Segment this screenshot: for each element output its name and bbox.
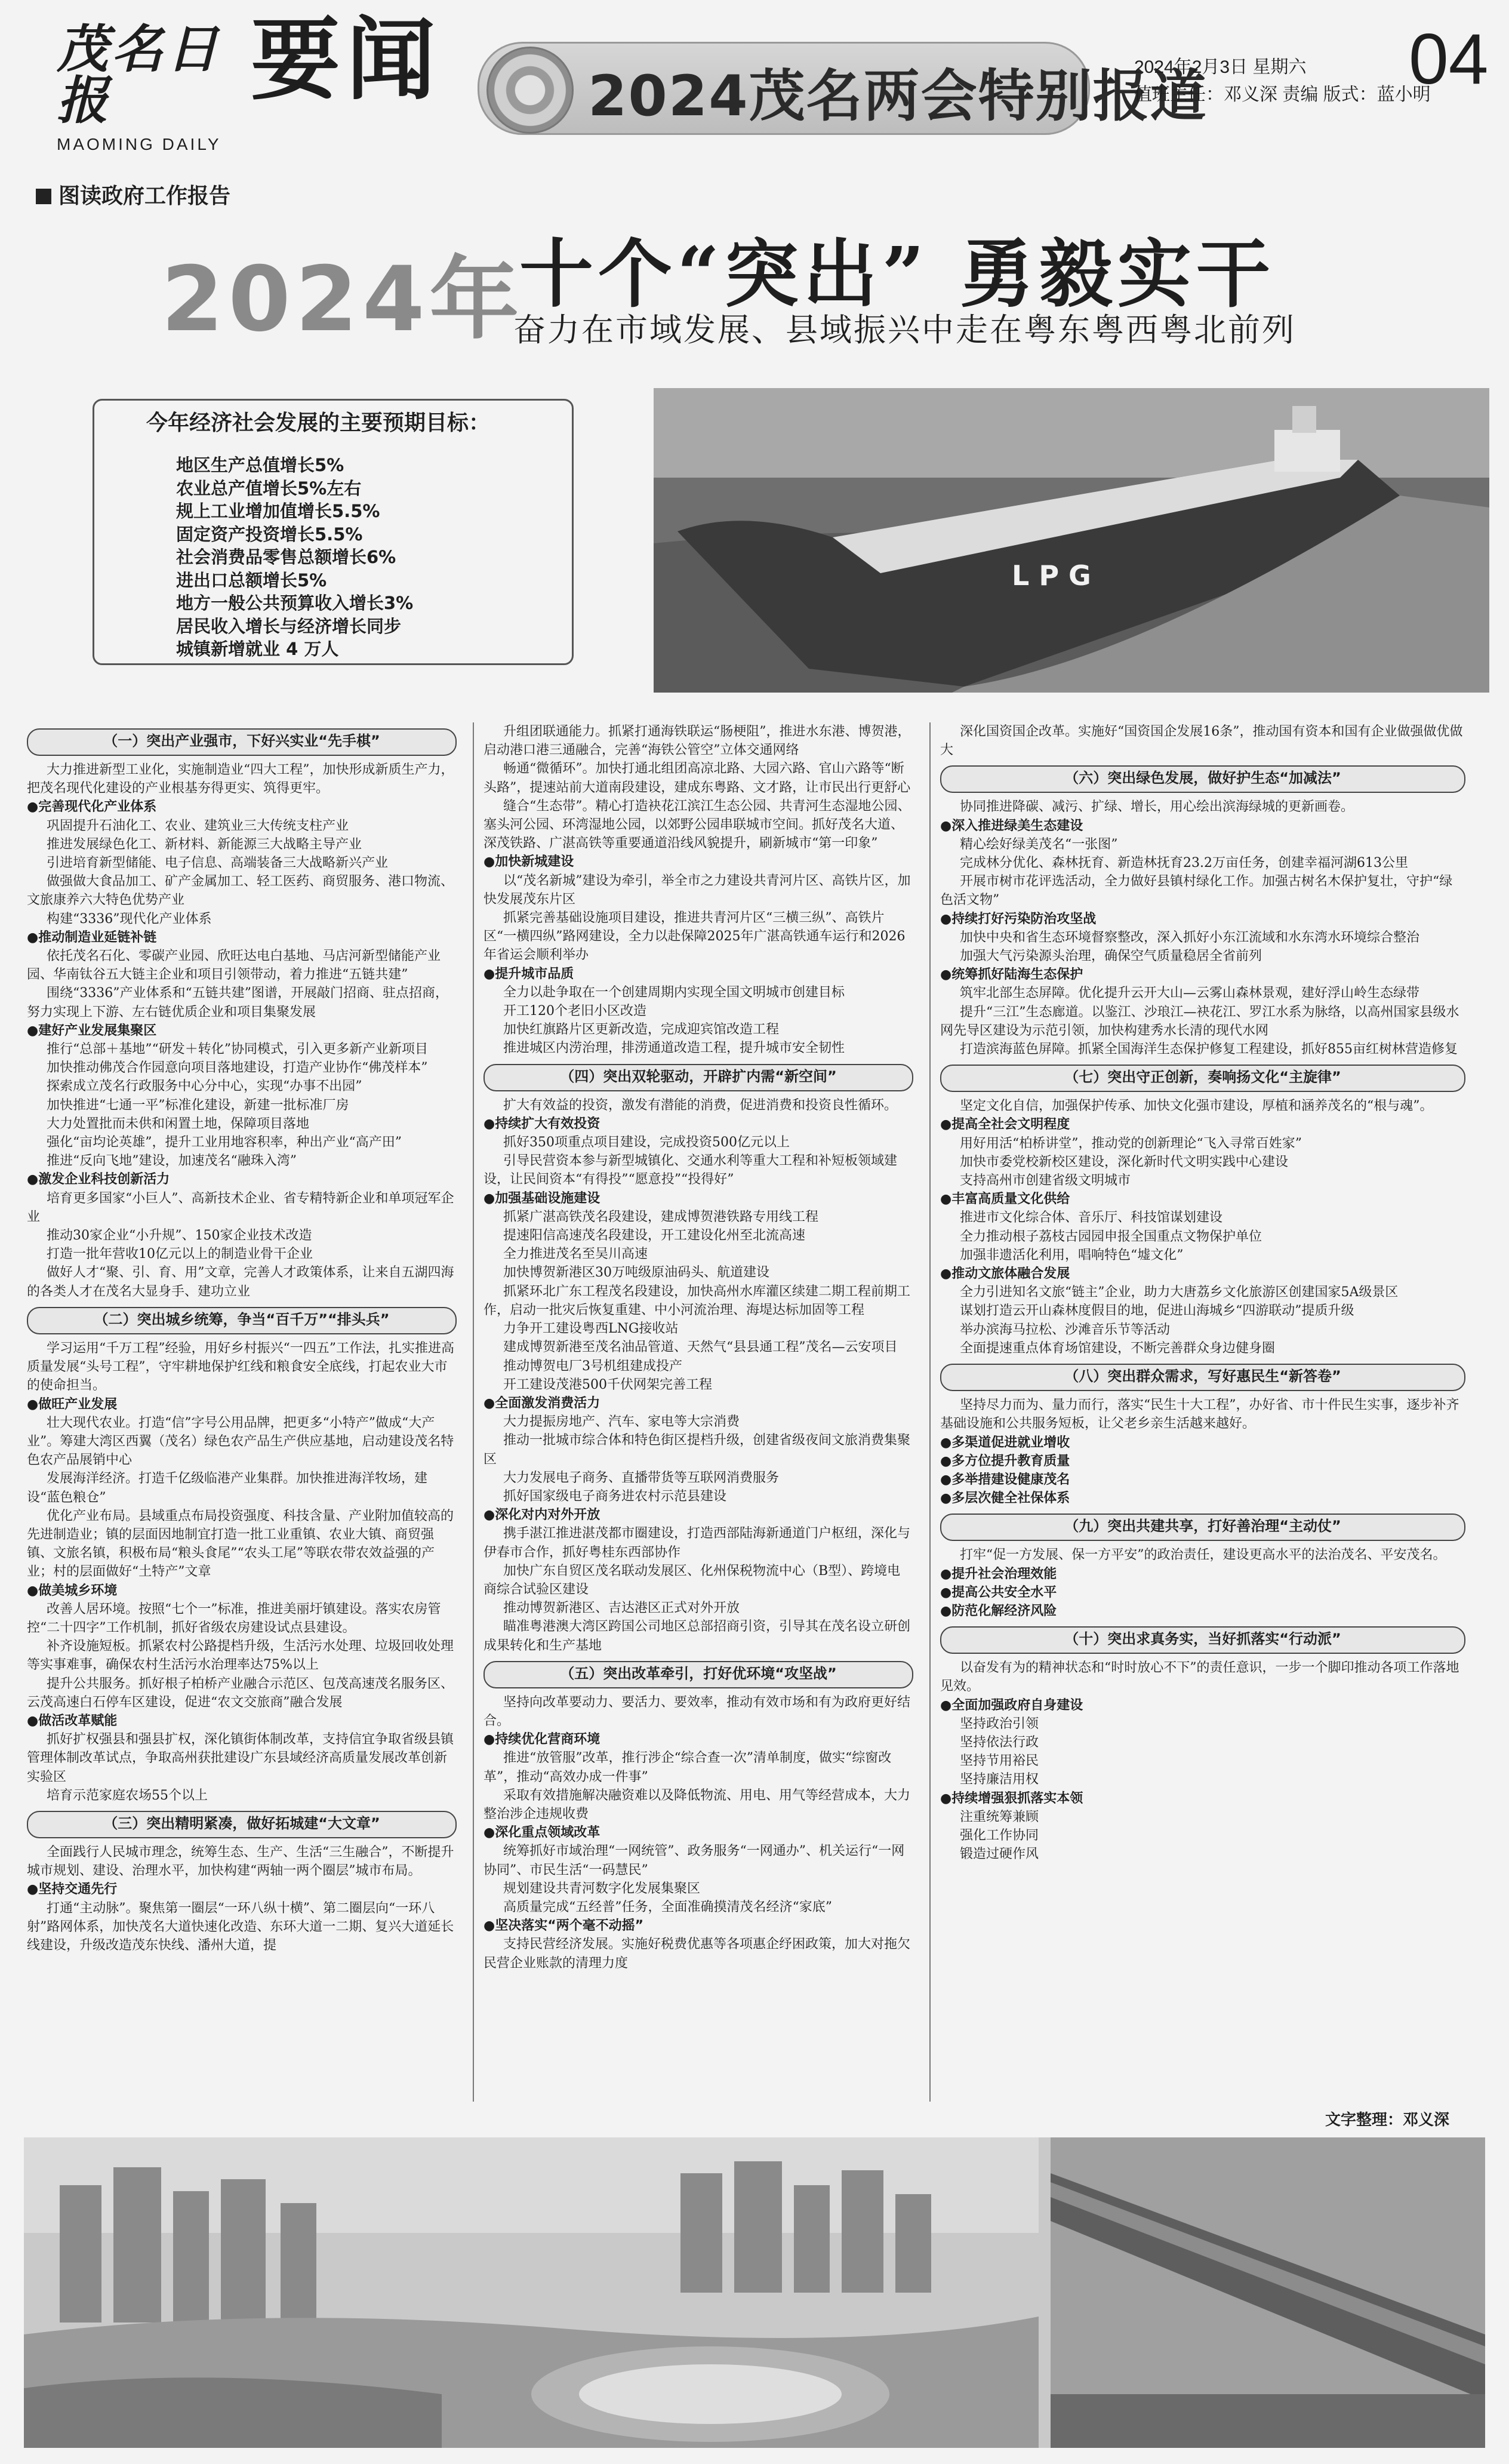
body-paragraph: 采取有效措施解决融资难以及降低物流、用电、用气等经营成本，大力整治涉企违规收费: [484, 1788, 911, 1822]
section-title: 要闻: [251, 7, 442, 112]
body-paragraph: 坚持依法行政: [960, 1734, 1039, 1750]
subsection-heading: ●持续扩大有效投资: [484, 1116, 600, 1131]
body-paragraph: 坚持尽力而为、量力而行，落实“民生十大工程”，办好省、市十件民生实事，逐步补齐基础设施和公共服务短板，让父老乡亲生活越来越好。: [940, 1398, 1459, 1432]
body-paragraph: 推进“放管服”改革，推行涉企“综合查一次”清单制度，做实“综窗改革”，推动“高效办成一件事”: [484, 1751, 892, 1785]
article-column-1: [27, 722, 457, 1955]
subsection-heading: ●加强基础设施建设: [484, 1191, 600, 1206]
body-paragraph: 谋划打造云开山森林度假目的地，促进山海城乡“四游联动”提质升级: [960, 1303, 1354, 1319]
body-paragraph: 加快广东自贸区茂名联动发展区、化州保税物流中心（B型）、跨境电商综合试验区建设: [484, 1563, 901, 1597]
body-paragraph: 培育更多国家“小巨人”、高新技术企业、省专精特新企业和单项冠军企业: [27, 1191, 454, 1225]
targets-list: [176, 454, 413, 661]
body-paragraph: 围绕“3336”产业体系和“五链共建”图谱，开展敲门招商、驻点招商，努力实现上下游、左右链优质企业和项目集聚发展: [27, 986, 448, 1020]
column-rule: [929, 722, 931, 2102]
subsection-heading: ●统筹抓好陆海生态保护: [940, 967, 1083, 983]
subsection-heading: ●推动文旅体融合发展: [940, 1266, 1070, 1282]
subsection-heading: ●坚持交通先行: [27, 1882, 118, 1897]
body-paragraph: 加快红旗路片区更新改造，完成迎宾馆改造工程: [503, 1022, 780, 1038]
section-heading: （十）突出求真务实，当好抓落实“行动派”: [940, 1626, 1465, 1654]
subsection-heading: ●做活改革赋能: [27, 1713, 118, 1728]
column-rule: [473, 722, 474, 2102]
body-paragraph: 强化工作协同: [960, 1828, 1039, 1843]
body-paragraph: 大力提振房地产、汽车、家电等大宗消费: [503, 1414, 740, 1430]
body-paragraph: 瞄准粤港澳大湾区跨国公司地区总部招商引资，引导其在茂名设立研创成果转化和生产基地: [484, 1619, 911, 1653]
subsection-heading: ●完善现代化产业体系: [27, 799, 157, 815]
body-paragraph: 推进市文化综合体、音乐厅、科技馆谋划建设: [960, 1210, 1223, 1226]
kicker-text: 图读政府工作报告: [58, 184, 231, 208]
article-column-3: [940, 722, 1465, 1863]
body-paragraph: 大力推进新型工业化，实施制造业“四大工程”，加快形成新质生产力，把茂名现代化建设的产业根基夯得更实、筑得更牢。: [27, 762, 454, 796]
body-paragraph: 构建“3336”现代化产业体系: [47, 911, 212, 927]
subsection-heading: ●做美城乡环境: [27, 1583, 118, 1598]
target-item: 社会消费品零售总额增长6%: [176, 547, 396, 567]
body-paragraph: 规划建设共青河数字化发展集聚区: [503, 1881, 701, 1896]
body-paragraph: 全面践行人民城市理念，统筹生态、生产、生活“三生融合”，不断提升城市规划、建设、治理水平，加快构建“两轴一两个圈层”城市布局。: [27, 1844, 454, 1879]
headline-year: 2024年: [161, 248, 524, 352]
body-paragraph: 打造滨海蓝色屏障。抓紧全国海洋生态保护修复工程建设，抓好855亩红树林营造修复: [960, 1042, 1458, 1057]
subsection-heading: ●深入推进绿美生态建设: [940, 818, 1083, 833]
target-item: 地方一般公共预算收入增长3%: [176, 593, 414, 613]
body-paragraph: 加快市委党校新校区建设，深化新时代文明实践中心建设: [960, 1154, 1289, 1170]
body-paragraph: 发展海洋经济。打造千亿级临港产业集群。加快推进海洋牧场，建设“蓝色粮仓”: [27, 1471, 428, 1505]
body-paragraph: 抓紧环北广东工程茂名段建设，加快高州水库灌区续建二期工程前期工作，启动一批灾后恢复重建、中小河流治理、海堤达标加固等工程: [484, 1284, 911, 1318]
subsection-heading: ●深化重点领域改革: [484, 1825, 600, 1841]
ship-hull-text: L P G: [1012, 559, 1091, 592]
issue-date: 2024年2月3日 星期六: [1134, 57, 1307, 77]
body-paragraph: 加快博贺新港区30万吨级原油码头、航道建设: [503, 1265, 769, 1281]
targets-title: 今年经济社会发展的主要预期目标：: [140, 406, 496, 436]
subsection-heading: ●提升城市品质: [484, 966, 574, 982]
body-paragraph: 加快中央和省生态环境督察整改，深入抓好小东江流域和水东湾水环境综合整治: [960, 930, 1420, 945]
subsection-heading: ●提升社会治理效能: [940, 1566, 1057, 1582]
target-item: 固定资产投资增长5.5%: [176, 524, 363, 545]
body-paragraph: 提升公共服务。抓好根子柏桥产业融合示范区、包茂高速茂名服务区、云茂高速白石停车区建设，促进“农文交旅商”融合发展: [27, 1676, 454, 1710]
body-paragraph: 培育示范家庭农场55个以上: [47, 1788, 208, 1803]
body-paragraph: 加快推动佛茂合作园意向项目落地建设，打造产业协作“佛茂样本”: [47, 1060, 428, 1076]
body-paragraph: 畅通“微循环”。加快打通北组团高凉北路、大园六路、官山六路等“断头路”，提速站前大道南段建设，建成东粤路、文才路，让市民出行更舒心: [484, 761, 911, 795]
body-paragraph: 全力引进知名文旅“链主”企业，助力大唐荔乡文化旅游区创建国家5A级景区: [960, 1285, 1399, 1300]
body-paragraph: 优化产业布局。县域重点布局投资强度、科技含量、产业附加值较高的先进制造业；镇的层面因地制宜打造一批工业重镇、农业大镇、商贸强镇、文旅名镇，积极布局“粮头食尾”“农头工尾”等联农带农效益强的产业；村的层面做好“土特产”文章: [27, 1508, 454, 1580]
body-paragraph: 力争开工建设粤西LNG接收站: [503, 1321, 679, 1337]
body-paragraph: 大力发展电子商务、直播带货等互联网消费服务: [503, 1470, 780, 1485]
subsection-heading: ●深化对内对外开放: [484, 1508, 600, 1523]
body-paragraph: 抓好扩权强县和强县扩权，深化镇街体制改革，支持信宜争取省级县镇管理体制改革试点，争取高州获批建设广东县域经济高质量发展改革创新实验区: [27, 1732, 454, 1785]
subsection-heading: ●防范化解经济风险: [940, 1603, 1057, 1619]
text-credit: 文字整理：邓义深: [1325, 2111, 1450, 2129]
body-paragraph: 推动30家企业“小升规”、150家企业技术改造: [47, 1228, 312, 1244]
body-paragraph: 开展市树市花评选活动，全力做好县镇村绿化工作。加强古树名木保护复壮，守护“绿色活文物”: [940, 874, 1453, 908]
subsection-heading: ●全面加强政府自身建设: [940, 1697, 1083, 1713]
subsection-heading: ●多方位提升教育质量: [940, 1453, 1070, 1469]
target-item: 规上工业增加值增长5.5%: [176, 501, 380, 521]
body-paragraph: 引进培育新型储能、电子信息、高端装备三大战略新兴产业: [47, 856, 389, 871]
body-paragraph: 携手湛江推进湛茂都市圈建设，打造西部陆海新通道门户枢纽，深化与伊春市合作，抓好粤桂东西部协作: [484, 1526, 911, 1560]
subsection-heading: ●多层次健全社保体系: [940, 1491, 1070, 1506]
target-item: 城镇新增就业 4 万人: [176, 639, 339, 659]
body-paragraph: 推进城区内涝治理，排涝通道改造工程，提升城市安全韧性: [503, 1041, 845, 1056]
article-column-2: [484, 722, 913, 1973]
body-paragraph: 依托茂名石化、零碳产业园、欣旺达电白基地、马店河新型储能产业园、华南钛谷五大链主企业和项目引领带动，着力推进“五链共建”: [27, 949, 441, 983]
subsection-heading: ●做旺产业发展: [27, 1396, 118, 1412]
headline: 十个“突出” 勇毅实干: [519, 231, 1275, 318]
body-paragraph: 壮大现代农业。打造“信”字号公用品牌，把更多“小特产”做成“大产业”。筹建大湾区西翼（茂名）绿色农产品生产供应基地，启动建设茂名特色农产品展销中心: [27, 1415, 454, 1468]
body-paragraph: 抓好国家级电子商务进农村示范县建设: [503, 1488, 727, 1504]
editor-credits: 值班主任：邓义深 责编 版式：蓝小明: [1134, 85, 1431, 104]
body-paragraph: 打造一批年营收10亿元以上的制造业骨干企业: [47, 1247, 313, 1262]
body-paragraph: 推进发展绿色化工、新材料、新能源三大战略主导产业: [47, 836, 362, 852]
subsection-heading: ●建好产业发展集聚区: [27, 1023, 157, 1038]
body-paragraph: 支持民营经济发展。实施好税费优惠等各项惠企纾困政策，加大对拖欠民营企业账款的清理力度: [484, 1937, 911, 1971]
body-paragraph: 探索成立茂名行政服务中心分中心，实现“办事不出园”: [47, 1079, 362, 1094]
subheadline: 奋力在市域发展、县域振兴中走在粤东粤西粤北前列: [513, 311, 1296, 349]
body-paragraph: 全面提速重点体育场馆建设，不断完善群众身边健身圈: [960, 1340, 1276, 1356]
body-paragraph: 举办滨海马拉松、沙滩音乐节等活动: [960, 1322, 1171, 1337]
city-construction-photo: [24, 2137, 1485, 2448]
body-paragraph: 锻造过硬作风: [960, 1847, 1039, 1862]
body-paragraph: 建成博贺新港至茂名油品管道、天然气“县县通工程”茂名—云安项目: [503, 1340, 898, 1355]
section-heading: （九）突出共建共享，打好善治理“主动仗”: [940, 1514, 1465, 1541]
section-heading: （二）突出城乡统筹，争当“百千万”“排头兵”: [27, 1307, 457, 1334]
body-paragraph: 提速阳信高速茂名段建设，开工建设化州至北流高速: [503, 1228, 806, 1244]
body-paragraph: 筑牢北部生态屏障。优化提升云开大山—云雾山森林景观，建好浮山岭生态绿带: [960, 986, 1420, 1001]
body-paragraph: 学习运用“千万工程”经验，用好乡村振兴“一四五”工作法，扎实推进高质量发展“头号工程”，守牢耕地保护红线和粮食安全底线，打起农业大市的使命担当。: [27, 1340, 454, 1394]
national-emblem-icon: [486, 47, 574, 134]
subsection-heading: ●激发企业科技创新活力: [27, 1172, 170, 1188]
body-paragraph: 注重统筹兼顾: [960, 1809, 1039, 1825]
target-item: 进出口总额增长5%: [176, 570, 327, 590]
body-paragraph: 做强做大食品加工、矿产金属加工、轻工医药、商贸服务、港口物流、文旅康养六大特色优势产业: [27, 874, 454, 908]
body-paragraph: 以奋发有为的精神状态和“时时放心不下”的责任意识，一步一个脚印推动各项工作落地见效。: [940, 1660, 1459, 1694]
body-paragraph: 加快推进“七通一平”标准化建设，新建一批标准厂房: [47, 1097, 349, 1113]
body-paragraph: 缝合“生态带”。精心打造袂花江滨江生态公园、共青河生态湿地公园、塞头河公园、环湾湿地公园，以郊野公园串联城市空间。抓好茂名大道、深茂铁路、广湛高铁等重要通道沿线风貌提升，刷新城市“第一印象”: [484, 798, 911, 851]
target-item: 农业总产值增长5%左右: [176, 478, 362, 499]
subsection-heading: ●提高公共安全水平: [940, 1585, 1057, 1600]
body-paragraph: 抓紧完善基础设施项目建设，推进共青河片区“三横三纵”、高铁片区“一横四纵”路网建设，全力以赴保障2025年广湛高铁通车运行和2026年省运会顺利举办: [484, 910, 906, 963]
newspaper-logo: [57, 19, 236, 153]
body-paragraph: 强化“亩均论英雄”，提升工业用地容积率，种出产业“高产田”: [47, 1135, 402, 1151]
body-paragraph: 高质量完成“五经普”任务，全面准确摸清茂名经济“家底”: [503, 1899, 832, 1915]
body-paragraph: 全力推动根子荔枝古园园申报全国重点文物保护单位: [960, 1229, 1262, 1244]
body-paragraph: 打牢“促一方发展、保一方平安”的政治责任，建设更高水平的法治茂名、平安茂名。: [960, 1548, 1446, 1563]
target-item: 地区生产总值增长5%: [176, 455, 344, 475]
body-paragraph: 推动博贺新港区、吉达港区正式对外开放: [503, 1601, 740, 1616]
body-paragraph: 开工120个老旧小区改造: [503, 1004, 646, 1019]
body-paragraph: 提升“三江”生态廊道。以鉴江、沙琅江—袂花江、罗江水系为脉络，以高州国家县级水网先导区建设为示范引领，加快构建秀水长清的现代水网: [940, 1004, 1459, 1038]
body-paragraph: 坚持向改革要动力、要活力、要效率，推动有效市场和有为政府更好结合。: [484, 1694, 911, 1728]
kicker: [36, 179, 230, 210]
body-paragraph: 巩固提升石油化工、农业、建筑业三大传统支柱产业: [47, 818, 349, 833]
subsection-heading: ●提高全社会文明程度: [940, 1117, 1070, 1133]
body-paragraph: 以“茂名新城”建设为牵引，举全市之力建设共青河片区、高铁片区，加快发展茂东片区: [484, 873, 911, 907]
section-heading: （八）突出群众需求，写好惠民生“新答卷”: [940, 1364, 1465, 1391]
section-heading: （六）突出绿色发展，做好护生态“加减法”: [940, 765, 1465, 793]
body-paragraph: 抓紧广湛高铁茂名段建设，建成博贺港铁路专用线工程: [503, 1209, 819, 1225]
subsection-heading: ●坚决落实“两个毫不动摇”: [484, 1918, 644, 1934]
logo-english: MAOMING DAILY: [57, 135, 221, 153]
body-paragraph: 加强大气污染源头治理，确保空气质量稳居全省前列: [960, 949, 1262, 964]
body-paragraph: 做好人才“聚、引、育、用”文章，完善人才政策体系，让来自五湖四海的各类人才在茂名大显身手、建功立业: [27, 1265, 454, 1299]
body-paragraph: 坚持廉洁用权: [960, 1772, 1039, 1788]
body-paragraph: 扩大有效益的投资，激发有潜能的消费，促进消费和投资良性循环。: [503, 1097, 898, 1113]
body-paragraph: 全力以赴争取在一个创建周期内实现全国文明城市创建目标: [503, 985, 845, 1000]
subsection-heading: ●持续增强狠抓落实本领: [940, 1791, 1083, 1806]
section-heading: （三）突出精明紧凑，做好拓城建“大文章”: [27, 1811, 457, 1838]
body-paragraph: 改善人居环境。按照“七个一”标准，推进美丽圩镇建设。落实农房管控“二十四字”工作机制，抓好省级农房建设试点县建设。: [27, 1601, 441, 1635]
body-paragraph: 全力推进茂名至吴川高速: [503, 1247, 648, 1262]
ship-illustration: [654, 388, 1489, 693]
subsection-heading: ●持续打好污染防治攻坚战: [940, 911, 1097, 927]
body-paragraph: 大力处置批而未供和闲置土地，保障项目落地: [47, 1116, 310, 1131]
body-paragraph: 开工建设茂港500千伏网架完善工程: [503, 1377, 712, 1392]
body-paragraph: 推行“总部＋基地”“研发＋转化”协同模式，引入更多新产业新项目: [47, 1042, 428, 1057]
lpg-ship-photo: [654, 388, 1489, 693]
body-paragraph: 统筹抓好市域治理“一网统管”、政务服务“一网通办”、机关运行“一网协同”、市民生活“一码慧民”: [484, 1844, 905, 1878]
subsection-heading: ●多举措建设健康茂名: [940, 1472, 1070, 1487]
section-heading: （五）突出改革牵引，打好优环境“攻坚战”: [484, 1661, 913, 1688]
body-paragraph: 加强非遗活化利用，唱响特色“墟文化”: [960, 1247, 1184, 1263]
body-paragraph: 补齐设施短板。抓紧农村公路提档升级，生活污水处理、垃圾回收处理等实事难事，确保农村生活污水治理率达75%以上: [27, 1639, 454, 1673]
body-paragraph: 完成林分优化、森林抚育、新造林抚育23.2万亩任务，创建幸福河湖613公里: [960, 856, 1408, 871]
body-paragraph: 精心绘好绿美茂名“一张图”: [960, 836, 1118, 852]
body-paragraph: 坚持节用裕民: [960, 1754, 1039, 1769]
section-heading: （一）突出产业强市，下好兴实业“先手棋”: [27, 728, 457, 756]
subsection-heading: ●丰富高质量文化供给: [940, 1192, 1070, 1207]
subsection-heading: ●多渠道促进就业增收: [940, 1435, 1070, 1450]
body-paragraph: 深化国资国企改革。实施好“国资国企发展16条”，推动国有资本和国有企业做强做优做大: [940, 724, 1463, 758]
special-report-title: 2024茂名两会特别报道: [588, 64, 1208, 129]
section-heading: （四）突出双轮驱动，开辟扩内需“新空间”: [484, 1064, 913, 1091]
body-paragraph: 引导民营资本参与新型城镇化、交通水利等重大工程和补短板领域建设，让民间资本“有得投”“愿意投”“投得好”: [484, 1153, 898, 1188]
dateline: [1134, 54, 1431, 109]
target-item: 居民收入增长与经济增长同步: [176, 616, 402, 636]
logo-chinese: 茂名日报: [57, 19, 221, 131]
body-paragraph: 推动一批城市综合体和特色街区提档升级，创建省级夜间文旅消费集聚区: [484, 1433, 911, 1467]
square-bullet-icon: [36, 189, 51, 204]
body-paragraph: 升组团联通能力。抓紧打通海铁联运“肠梗阻”，推进水东港、博贺港，启动港口港三通融合，完善“海铁公管空”立体交通网络: [484, 724, 911, 758]
body-paragraph: 抓好350项重点项目建设，完成投资500亿元以上: [503, 1135, 790, 1151]
subsection-heading: ●持续优化营商环境: [484, 1732, 600, 1748]
section-heading: （七）突出守正创新，奏响扬文化“主旋律”: [940, 1065, 1465, 1092]
page-number: 04: [1409, 19, 1489, 99]
body-paragraph: 协同推进降碳、减污、扩绿、增长，用心绘出滨海绿城的更新画卷。: [960, 799, 1354, 815]
city-illustration: [24, 2137, 1485, 2448]
body-paragraph: 推动博贺电厂3号机组建成投产: [503, 1358, 682, 1374]
subsection-heading: ●推动制造业延链补链: [27, 930, 157, 945]
body-paragraph: 打通“主动脉”。聚焦第一圈层“一环八纵十横”、第二圈层向“一环八射”路网体系，加快茂名大道快速化改造、东环大道一二期、复兴大道延长线建设，升级改造茂东快线、潘州大道，提: [27, 1900, 454, 1953]
body-paragraph: 推进“反向飞地”建设，加速茂名“融珠入湾”: [47, 1153, 297, 1169]
subsection-heading: ●全面激发消费活力: [484, 1395, 600, 1411]
body-paragraph: 用好用活“柏桥讲堂”，推动党的创新理论“飞入寻常百姓家”: [960, 1136, 1302, 1151]
body-paragraph: 坚定文化自信，加强保护传承、加快文化强市建设，厚植和涵养茂名的“根与魂”。: [960, 1099, 1433, 1114]
body-paragraph: 支持高州市创建省级文明城市: [960, 1173, 1131, 1189]
subsection-heading: ●加快新城建设: [484, 854, 574, 870]
body-paragraph: 坚持政治引领: [960, 1716, 1039, 1731]
